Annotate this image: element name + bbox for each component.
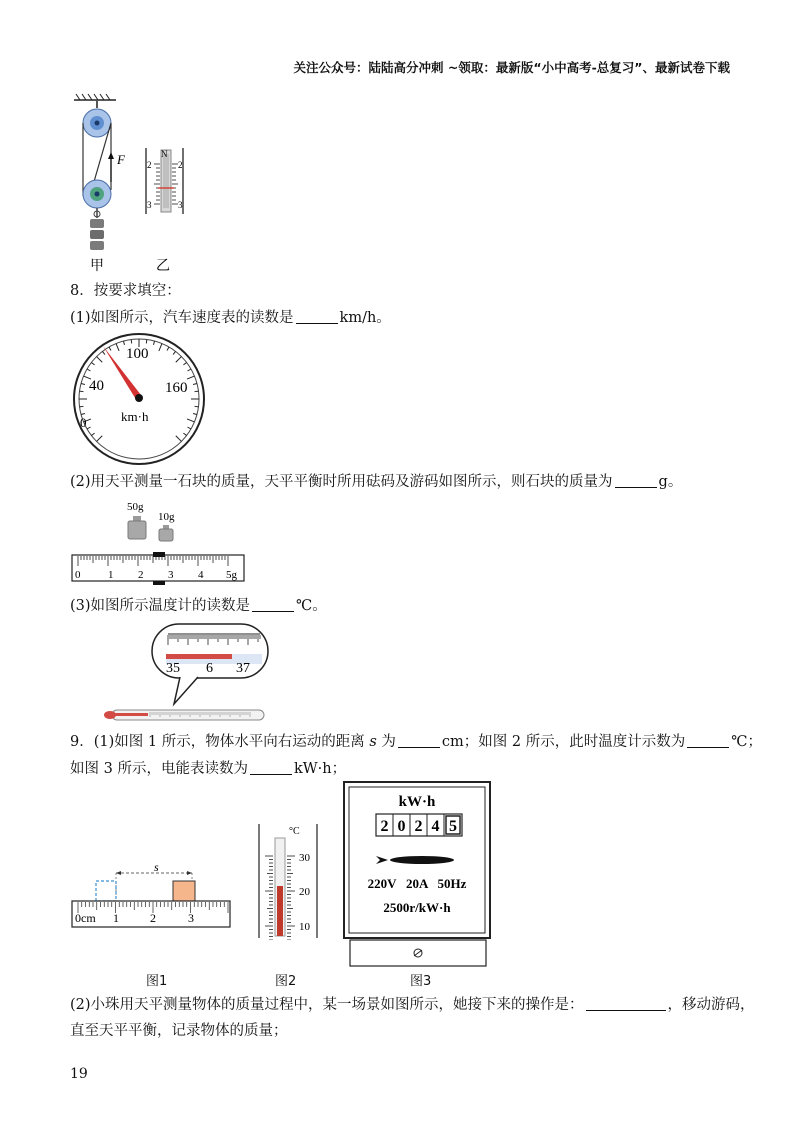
speed-tick bbox=[80, 391, 84, 392]
speed-unit: km·h bbox=[121, 409, 149, 424]
distance-s-label: s bbox=[154, 860, 159, 874]
rider-top bbox=[153, 552, 165, 557]
ruler-label-3: 3 bbox=[168, 569, 174, 581]
scale-tick-right-3: 3 bbox=[178, 200, 183, 210]
scale-tick-right-2: 2 bbox=[178, 160, 183, 170]
thermo-label-6: 6 bbox=[206, 661, 213, 676]
page-number: 19 bbox=[70, 1066, 88, 1082]
q8-part2-text: (2)用天平测量一石块的质量，天平平衡时所用砝码及游码如图所示，则石块的质量为 bbox=[70, 474, 613, 490]
q9-text-b: 为 bbox=[376, 734, 396, 750]
cm-label-3: 3 bbox=[188, 911, 194, 925]
speed-label-40: 40 bbox=[89, 378, 104, 394]
speed-label-160: 160 bbox=[165, 380, 188, 396]
weight-50g-label: 50g bbox=[127, 501, 144, 513]
rider-ruler bbox=[72, 555, 244, 581]
fixed-pulley bbox=[83, 109, 111, 137]
q9-part2-line1 bbox=[70, 995, 755, 1015]
meter-digit-3: 2 bbox=[414, 818, 423, 835]
answer-blank bbox=[615, 473, 657, 488]
cm-label-1: 1 bbox=[113, 911, 119, 925]
fig2-caption: 图2 bbox=[275, 974, 297, 989]
pulley-spring-figure bbox=[70, 92, 200, 274]
cm-label-2: 2 bbox=[150, 911, 156, 925]
ceiling-support bbox=[74, 94, 116, 108]
answer-blank bbox=[296, 309, 338, 324]
q9-part2-text: (2)小珠用天平测量物体的质量过程中，某一场景如图所示，她接下来的操作是： bbox=[70, 997, 584, 1013]
clinical-thermometer-figure bbox=[100, 620, 270, 726]
q8-part1-text: (1)如图所示，汽车速度表的读数是 bbox=[70, 310, 294, 326]
fig1-caption: 图1 bbox=[146, 974, 168, 989]
speed-tick bbox=[146, 340, 147, 344]
q9-line2 bbox=[70, 759, 346, 779]
q9-text-a: 9．(1)如图 1 所示，物体水平向右运动的距离 bbox=[70, 734, 370, 750]
q9-text-d: ℃； bbox=[731, 734, 762, 750]
balance-weights-figure bbox=[70, 495, 250, 587]
meter-spec: 220V 20A 50Hz bbox=[367, 876, 467, 891]
speed-tick bbox=[195, 391, 199, 392]
scale-letter: N bbox=[161, 149, 168, 159]
answer-blank bbox=[250, 760, 292, 775]
fig3-caption: 图3 bbox=[410, 974, 432, 989]
q9-var-s: s bbox=[369, 734, 377, 750]
answer-blank bbox=[398, 733, 440, 748]
fig2-thermometer bbox=[255, 820, 325, 940]
speedometer bbox=[70, 330, 210, 468]
scale-tick-left-3: 3 bbox=[147, 200, 152, 210]
speed-tick bbox=[195, 406, 199, 407]
weight-10g-label: 10g bbox=[158, 511, 175, 523]
caption-yi: 乙 bbox=[156, 259, 170, 274]
answer-blank bbox=[586, 996, 666, 1011]
ruler-label-4: 4 bbox=[198, 569, 204, 581]
needle-hub bbox=[135, 394, 143, 402]
q9-part2-line2: 直至天平平衡，记录物体的质量； bbox=[70, 1023, 288, 1039]
speed-label-100: 100 bbox=[126, 346, 149, 362]
ruler-label-0: 0 bbox=[75, 569, 81, 581]
speed-tick bbox=[80, 406, 84, 407]
caption-jia: 甲 bbox=[90, 259, 104, 274]
ruler-label-5g: 5g bbox=[226, 569, 237, 581]
meter-unit: kW·h bbox=[398, 794, 436, 810]
thermo-label-10: 10 bbox=[299, 921, 310, 933]
answer-blank bbox=[687, 733, 729, 748]
q8-part3 bbox=[70, 596, 327, 616]
q9-text-f: kW·h； bbox=[293, 761, 347, 777]
q9-text-e: 如图 3 所示，电能表读数为 bbox=[70, 761, 248, 777]
block-end-position bbox=[173, 881, 195, 901]
rider-bottom bbox=[153, 581, 165, 585]
meter-digit-5: 5 bbox=[449, 818, 457, 835]
scale-tick-left-2: 2 bbox=[147, 160, 152, 170]
q9-text-c: cm；如图 2 所示，此时温度计示数为 bbox=[441, 734, 686, 750]
thermo-label-30: 30 bbox=[299, 852, 310, 864]
meter-digit-4: 4 bbox=[431, 818, 440, 835]
q9-part2-tail: ，移动游码， bbox=[667, 997, 755, 1013]
q8-part1-unit: km/h。 bbox=[339, 310, 391, 326]
weight-10g bbox=[159, 525, 173, 541]
ruler-label-2: 2 bbox=[138, 569, 144, 581]
speed-tick bbox=[131, 340, 132, 344]
force-label: F bbox=[117, 152, 125, 167]
thermo-label-37: 37 bbox=[236, 661, 250, 676]
page-header: 关注公众号：陆陆高分冲刺 ~领取：最新版“小中高考-总复习”、最新试卷下载 bbox=[293, 60, 730, 75]
q8-part3-text: (3)如图所示温度计的读数是 bbox=[70, 598, 251, 614]
block-start-position bbox=[96, 881, 116, 901]
thermo-label-35: 35 bbox=[166, 661, 180, 676]
q8-part3-unit: ℃。 bbox=[296, 598, 327, 614]
force-arrow bbox=[108, 152, 114, 182]
moving-pulley bbox=[83, 180, 111, 218]
meter-digit-1: 2 bbox=[380, 818, 389, 835]
meter-rate: 2500r/kW·h bbox=[383, 900, 451, 915]
q9-line1 bbox=[70, 732, 762, 752]
thermo-label-20: 20 bbox=[299, 886, 310, 898]
fig1-distance-ruler bbox=[70, 855, 235, 935]
cm-label-0: 0cm bbox=[75, 911, 96, 925]
meter-digit-2: 0 bbox=[397, 818, 406, 835]
ruler-label-1: 1 bbox=[108, 569, 114, 581]
q8-part2-unit: g。 bbox=[658, 474, 683, 490]
fig3-electricity-meter bbox=[342, 780, 494, 970]
q8-title: 8．按要求填空： bbox=[70, 283, 181, 299]
weight-50g bbox=[128, 516, 146, 539]
thermo-unit: °C bbox=[289, 826, 300, 837]
hanging-weights bbox=[90, 219, 104, 250]
thermo-liquid bbox=[277, 886, 283, 936]
clinical-thermometer bbox=[104, 710, 264, 720]
q8-part1 bbox=[70, 308, 391, 328]
q8-part2 bbox=[70, 472, 682, 492]
speed-label-0: 0 bbox=[80, 415, 87, 430]
answer-blank bbox=[252, 597, 294, 612]
